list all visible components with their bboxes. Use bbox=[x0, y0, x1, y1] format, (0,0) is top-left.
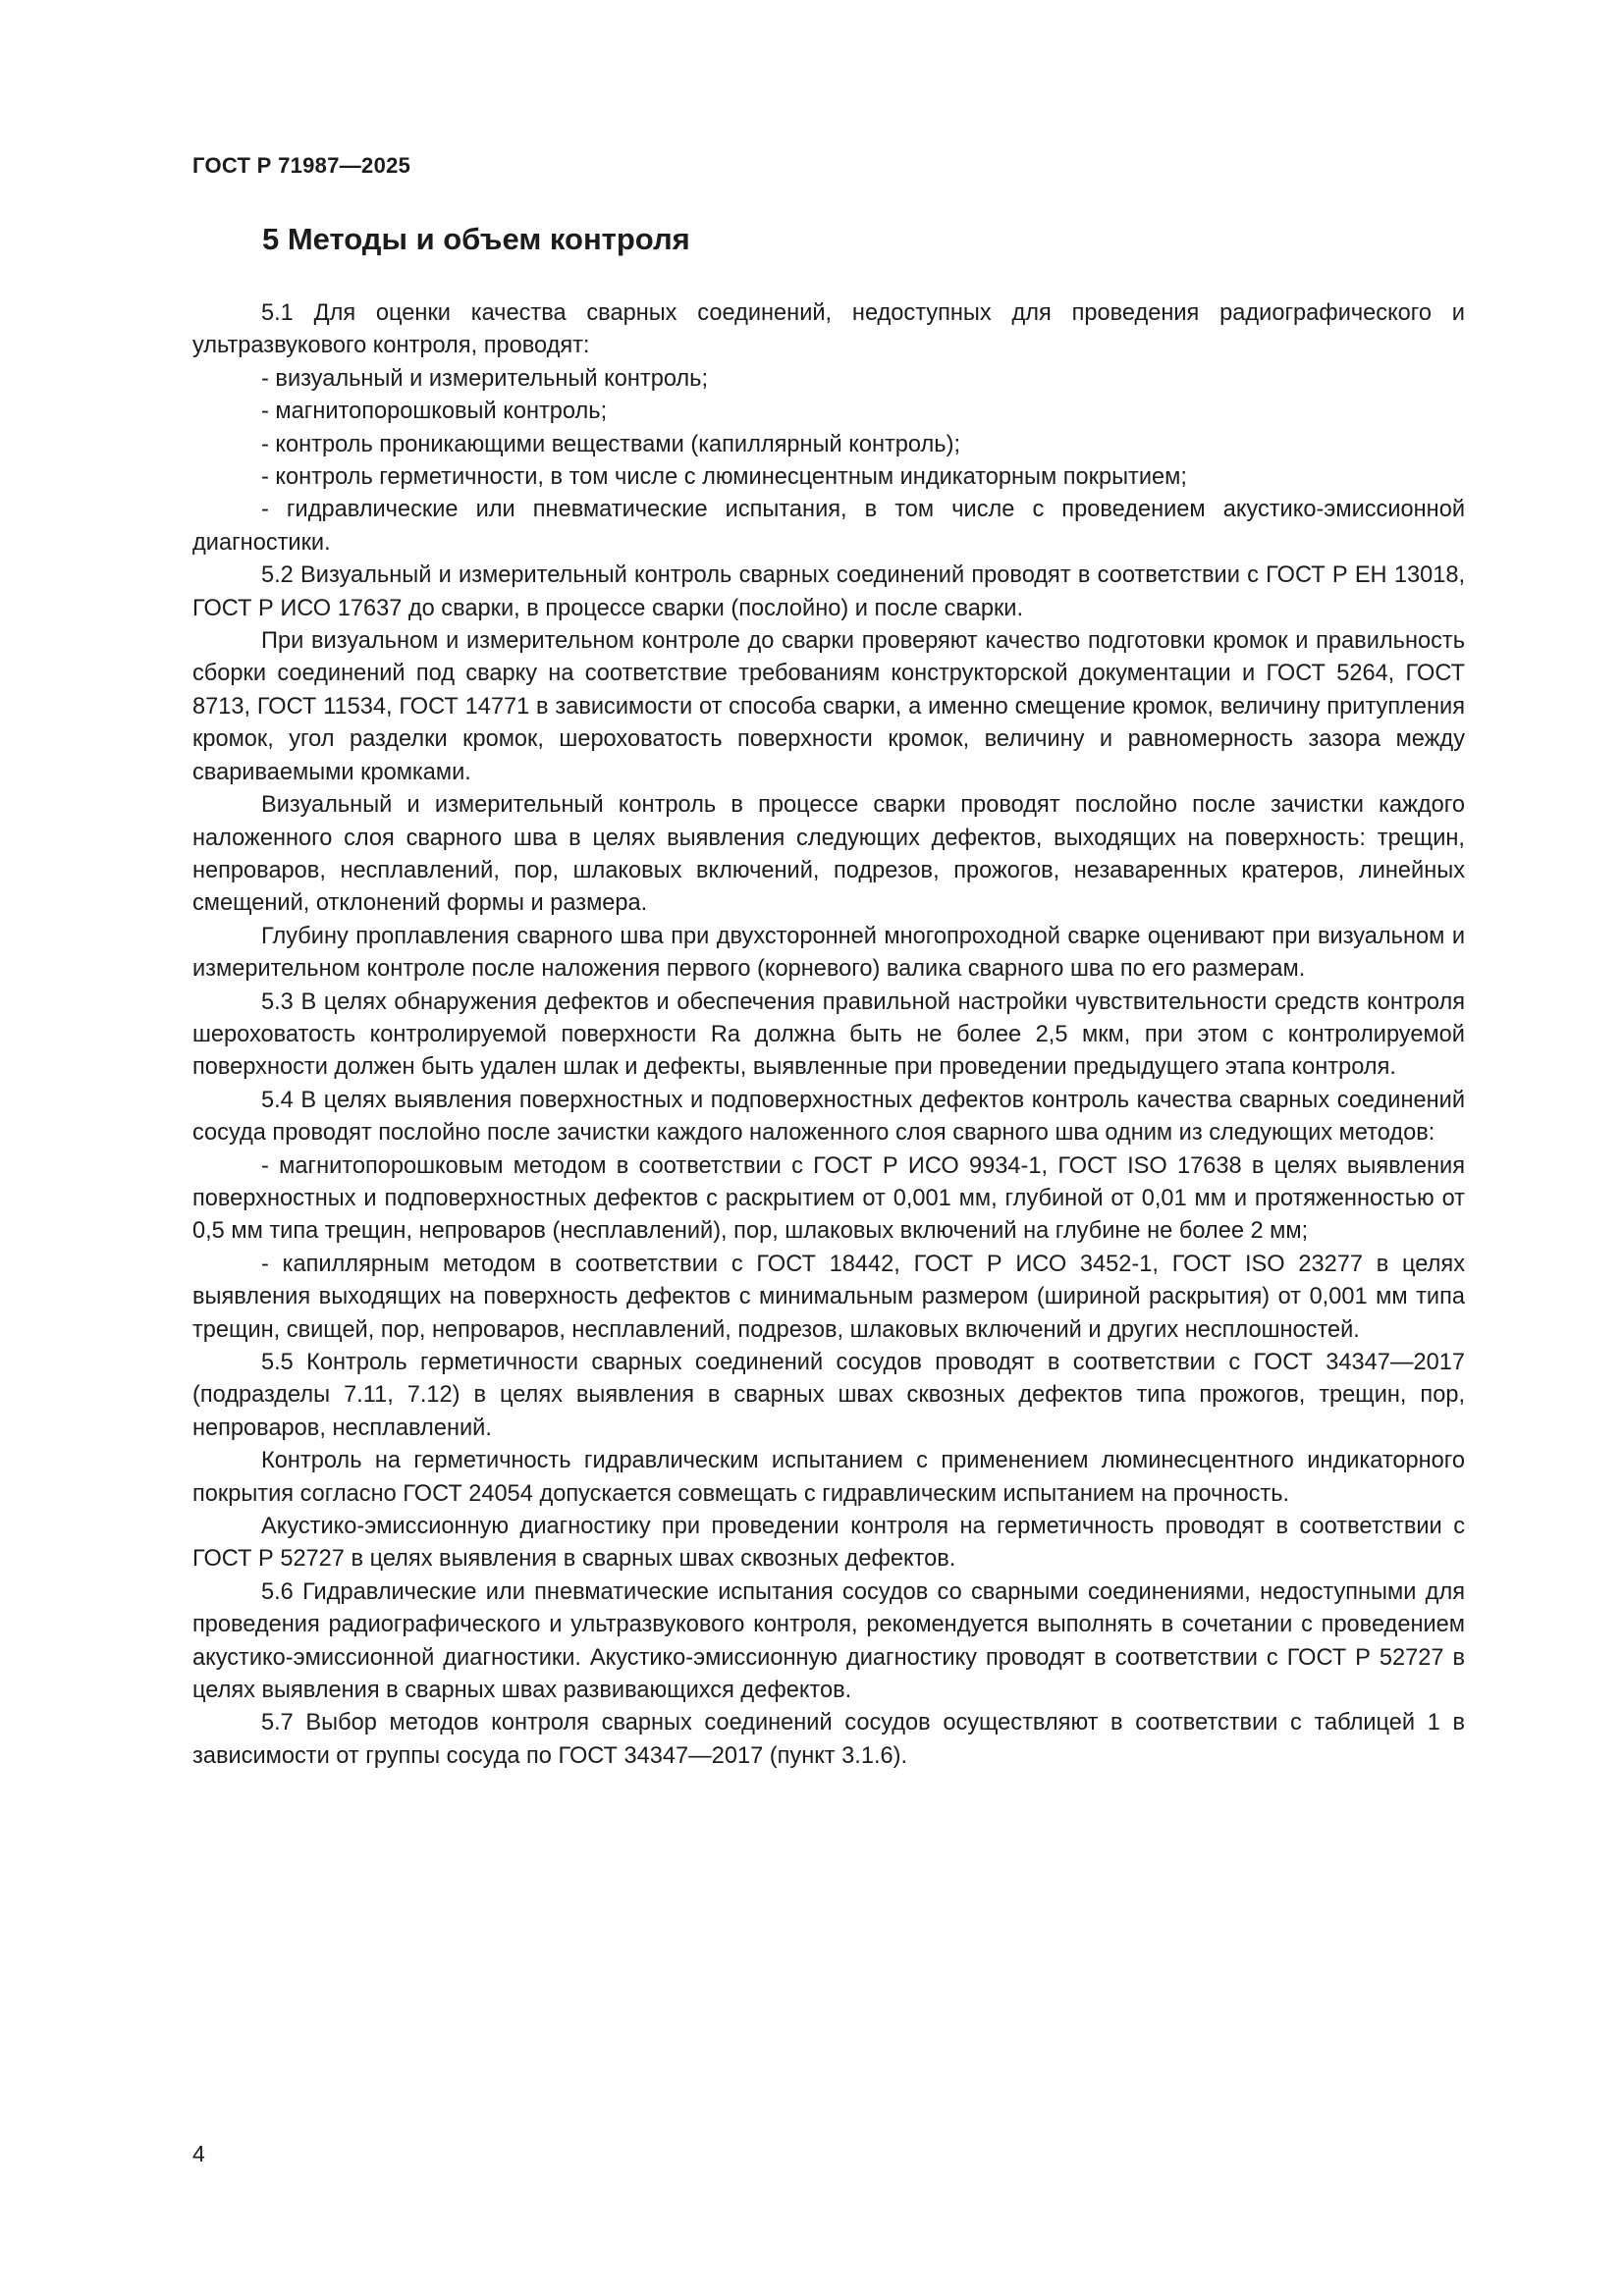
document-body bbox=[192, 297, 1465, 1773]
paragraph: 5.1 Для оценки качества сварных соединений, недоступных для проведения радиографического и ультразвукового контроля, проводят: bbox=[192, 300, 1465, 359]
paragraph: 5.3 В целях обнаружения дефектов и обеспечения правильной настройки чувствительности средств контроля шероховатость контролируемой поверхности Ra должна быть не более 2,5 мкм, при этом с контролируемой поверхности должен быть удален шлак и дефекты, выявленные при проведении предыдущего этапа контроля. bbox=[192, 988, 1465, 1081]
paragraph: При визуальном и измерительном контроле до сварки проверяют качество подготовки кромок и правильность сборки соединений под сварку на соответствие требованиям конструкторской документации и ГОСТ 5264, ГОСТ 8713, ГОСТ 11534, ГОСТ 14771 в зависимости от способа сварки, а именно смещение кромок, величину притупления кромок, угол разделки кромок, шероховатость поверхности кромок, величину и равномерность зазора между свариваемыми кромками. bbox=[192, 628, 1465, 785]
list-item: - магнитопорошковым методом в соответствии с ГОСТ Р ИСО 9934-1, ГОСТ ISO 17638 в целях выявления поверхностных и подповерхностных дефектов с раскрытием от 0,001 мм, глубиной от 0,01 мм и протяженностью от 0,5 мм типа трещин, непроваров (несплавлений), пор, шлаковых включений на глубине не более 2 мм; bbox=[192, 1152, 1465, 1245]
paragraph: Глубину проплавления сварного шва при двухсторонней многопроходной сварке оценивают при визуальном и измерительном контроле после наложения первого (корневого) валика сварного шва по его размерам. bbox=[192, 923, 1465, 983]
document-header: ГОСТ Р 71987—2025 bbox=[192, 153, 411, 178]
list-item: - контроль герметичности, в том числе с люминесцентным индикаторным покрытием; bbox=[261, 464, 1187, 491]
list-item: - визуальный и измерительный контроль; bbox=[261, 365, 709, 392]
paragraph: 5.2 Визуальный и измерительный контроль сварных соединений проводят в соответствии с ГОСТ Р ЕН 13018, ГОСТ Р ИСО 17637 до сварки, в процессе сварки (послойно) и после сварки. bbox=[192, 562, 1465, 621]
paragraph: Контроль на герметичность гидравлическим испытанием с применением люминесцентного индикаторного покрытия согласно ГОСТ 24054 допускается совмещать с гидравлическим испытанием на прочность. bbox=[192, 1448, 1465, 1507]
paragraph: 5.6 Гидравлические или пневматические испытания сосудов со сварными соединениями, недоступными для проведения радиографического и ультразвукового контроля, рекомендуется выполнять в сочетании с проведением акустико-эмиссионной диагностики. Акустико-эмиссионную диагностику проводят в соответствии с ГОСТ Р 52727 в целях выявления в сварных швах развивающихся дефектов. bbox=[192, 1578, 1465, 1704]
section-title: 5 Методы и объем контроля bbox=[262, 222, 690, 256]
list-item: - капиллярным методом в соответствии с ГОСТ 18442, ГОСТ Р ИСО 3452-1, ГОСТ ISO 23277 в целях выявления выходящих на поверхность дефектов с минимальным размером (шириной раскрытия) от 0,001 мм типа трещин, свищей, пор, непроваров, несплавлений, подрезов, шлаковых включений и других несплошностей. bbox=[192, 1251, 1465, 1343]
list-item: - магнитопорошковый контроль; bbox=[261, 399, 608, 425]
list-item: - гидравлические или пневматические испытания, в том числе с проведением акустико-эмиссионной диагностики. bbox=[192, 497, 1465, 556]
paragraph: 5.5 Контроль герметичности сварных соединений сосудов проводят в соответствии с ГОСТ 34347—2017 (подразделы 7.11, 7.12) в целях выявления в сварных швах сквозных дефектов типа прожогов, трещин, пор, непроваров, несплавлений. bbox=[192, 1350, 1465, 1441]
paragraph: 5.4 В целях выявления поверхностных и подповерхностных дефектов контроль качества сварных соединений сосуда проводят послойно после зачистки каждого наложенного слоя сварного шва одним из следующих методов: bbox=[192, 1087, 1465, 1147]
paragraph: Визуальный и измерительный контроль в процессе сварки проводят послойно после зачистки каждого наложенного слоя сварного шва в целях выявления следующих дефектов, выходящих на поверхность: трещин, непроваров, несплавлений, пор, шлаковых включений, подрезов, прожогов, незаваренных кратеров, линейных смещений, отклонений формы и размера. bbox=[192, 792, 1465, 917]
page-number: 4 bbox=[192, 2141, 205, 2166]
paragraph: 5.7 Выбор методов контроля сварных соединений сосудов осуществляют в соответствии с таблицей 1 в зависимости от группы сосуда по ГОСТ 34347—2017 (пункт 3.1.6). bbox=[192, 1710, 1465, 1769]
paragraph: Акустико-эмиссионную диагностику при проведении контроля на герметичность проводят в соответствии с ГОСТ Р 52727 в целях выявления в сварных швах сквозных дефектов. bbox=[192, 1514, 1465, 1573]
list-item: - контроль проникающими веществами (капиллярный контроль); bbox=[261, 431, 961, 457]
